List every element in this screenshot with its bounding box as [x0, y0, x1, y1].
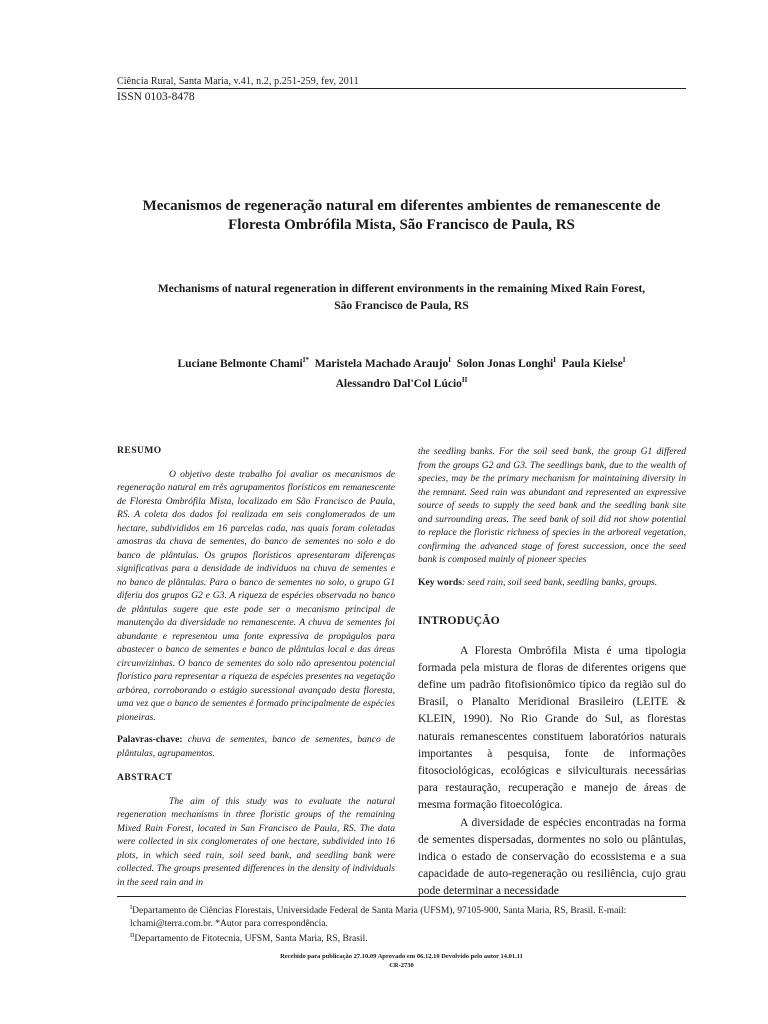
resumo-text: O objetivo deste trabalho foi avaliar os mecanismos de regeneração natural em três agrupamentos florísticos em remanescente de Floresta Ombrófila Mista, localizado em São Francisco de Paula, RS. A coleta dos dados foi realizada em seis conglomerados de um hectare, subdivididos em 16 parcelas cada, nas quais foram coletadas amostras da chuva de sementes, do banco de sementes no solo e do banco de plântulas. Os grupos florísticos apresentaram diferenças significativas para a densidade de indivíduos na chuva de sementes e no banco de plântulas. Para o banco de sementes no solo, o grupo G1 diferiu dos grupos G2 e G3. A riqueza de espécies observada no banco de plântulas sugere que este pode ser o mecanismo principal de manutenção da diversidade no remanescente. A chuva de sementes foi abundante e representou uma fonte expressiva de propágulos para abastecer o banco de sementes e banco de plântulas local e das áreas circunvizinhas. O banco de sementes do solo não apresentou potencial florístico para representar a riqueza de espécies presentes na vegetação arbórea, corroborando o estágio sucessional avançado desta floresta, uma vez que o banco de sementes é formado principalmente de espécies pioneiras.	[117, 468, 395, 723]
author-5: Alessandro Dal'Col Lúcio	[335, 377, 462, 390]
author-5-affil: II	[461, 375, 468, 384]
keywords	[418, 576, 686, 590]
authors	[117, 352, 686, 392]
title-pt-line-2: Floresta Ombrófila Mista, São Francisco de Paula, RS	[228, 217, 575, 233]
footnotes	[130, 902, 686, 946]
footnote-2-text: Departamento de Fitotecnia, UFSM, Santa Maria, RS, Brasil.	[134, 934, 368, 945]
author-3-affil: I	[553, 356, 556, 364]
right-column	[418, 445, 686, 901]
title-en-line-1: Mechanisms of natural regeneration in different environments in the remaining Mixed Rain Forest,	[157, 283, 646, 295]
author-2-affil: I	[448, 356, 451, 364]
keywords-text: : seed rain, soil seed bank, seedling banks, groups.	[461, 576, 658, 588]
issn: ISSN 0103-8478	[117, 91, 195, 103]
footnote-2	[130, 930, 686, 946]
keywords-label: Key words	[418, 576, 462, 588]
abstract-text-right: the seedling banks. For the soil seed bank, the group G1 differed from the groups G2 and G3. The seedlings bank, due to the wealth of species, may be the primary mechanism for maintaining diversity in the remnant. Seed rain was abundant and represented an expressive source of seeds to supply the seed bank and the seedling bank site and surrounding areas. The seed bank of soil did not show potential to replace the floristic richness of species in the arboreal vegetation, confirming the advanced stage of forest succession, once the seed bank is composed mainly of pioneer species	[418, 446, 686, 565]
palavras-chave	[117, 733, 395, 760]
intro-paragraph-2: A diversidade de espécies encontradas na forma de sementes dispersadas, dormentes no solo ou plântulas, indica o estado de conservação do ecossistema e a sua capacidade de auto-regeneração ou resiliência, cujo grau pode determinar a necessidade	[418, 816, 686, 898]
palavras-chave-label: Palavras-chave:	[117, 734, 183, 745]
footnote-rule	[117, 896, 686, 897]
title-pt-line-1: Mecanismos de regeneração natural em diferentes ambientes de remanescente de	[142, 198, 661, 214]
author-4-affil: I	[622, 356, 626, 364]
abstract-text-left: The aim of this study was to evaluate the natural regeneration mechanisms in three floristic groups of the remaining Mixed Rain Forest, located in San Francisco de Paula, RS. The data were collected in six conglomerates of one hectare, subdivided into 16 plots, in which seed rain, soil seed bank, and seedling bank were collected. The groups presented differences in the density of individuals in the seed rain and in	[117, 795, 395, 888]
left-column	[117, 445, 395, 889]
title-english	[117, 281, 686, 315]
footnote-1	[130, 902, 686, 930]
intro-body	[418, 643, 686, 901]
resumo-heading: RESUMO	[117, 446, 162, 456]
intro-paragraph-1: A Floresta Ombrófila Mista é uma tipologia formada pela mistura de floras de diferentes origens que define um padrão fitofisionômico típico da região sul do Brasil, o Planalto Meridional Brasileiro (LEITE & KLEIN, 1990). No Rio Grande do Sul, as florestas naturais remanescentes constituem laboratórios naturais importantes à pesquisa, fonte de informações fitosociológicas, ecológicas e silviculturais necessárias para restauração, recuperação e manejo de áreas de mesma formação fitoecológica.	[418, 644, 686, 812]
abstract-heading: ABSTRACT	[117, 773, 173, 783]
author-3: Solon Jonas Longhi	[456, 357, 554, 370]
author-1: Luciane Belmonte Chami	[177, 357, 303, 370]
footnote-1-mark: I	[130, 904, 133, 911]
journal-citation: Ciência Rural, Santa Maria, v.41, n.2, p.251-259, fev, 2011	[117, 76, 359, 87]
received-dates: Recebido para publicação 27.10.09 Aprovado em 06.12.10 Devolvido pelo autor 14.01.11	[280, 953, 523, 960]
author-1-affil: I*	[302, 356, 309, 364]
header-rule	[117, 88, 686, 89]
received-code: CR-2730	[389, 961, 414, 969]
intro-heading: INTRODUÇÃO	[418, 615, 500, 627]
title-portuguese	[117, 197, 686, 235]
palavras-chave-text: chuva de sementes, banco de sementes, banco de plântulas, agrupamentos.	[117, 734, 395, 759]
author-2: Maristela Machado Araujo	[314, 357, 449, 370]
footnote-1-text: Departamento de Ciências Florestais, Universidade Federal de Santa Maria (UFSM), 97105-900, Santa Maria, RS, Brasil. E-mail: lchami@terra.com.br. *Autor para correspondência.	[130, 906, 627, 929]
footnote-2-mark: II	[130, 932, 135, 940]
author-4: Paula Kielse	[561, 357, 623, 370]
received-info	[117, 953, 686, 970]
title-en-line-2: São Francisco de Paula, RS	[334, 300, 469, 312]
